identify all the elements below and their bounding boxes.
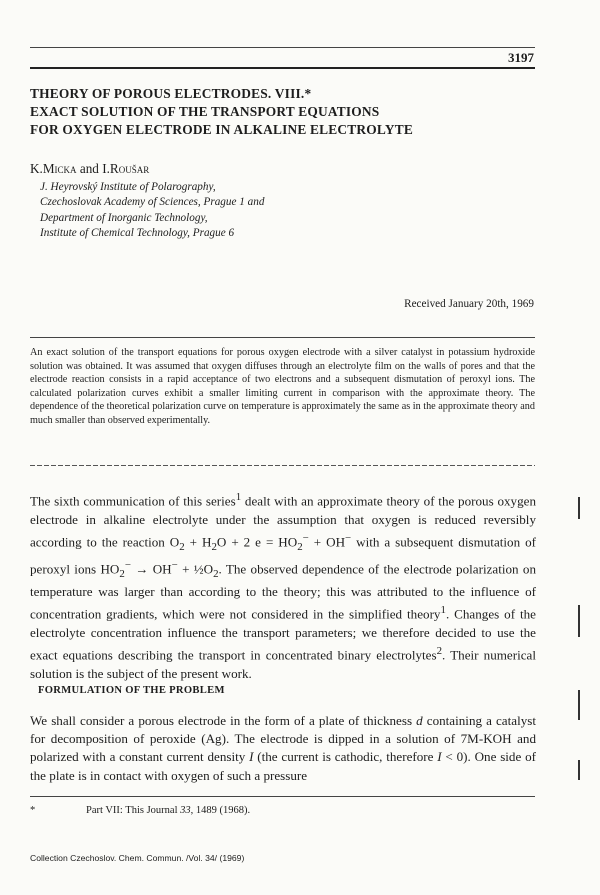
abstract-bottom-rule bbox=[30, 465, 535, 466]
scan-edge-mark bbox=[578, 760, 580, 780]
journal-footer: Collection Czechoslov. Chem. Commun. /Vol. 34/ (1969) bbox=[30, 853, 245, 863]
scan-edge-mark bbox=[578, 605, 580, 637]
intro-paragraph: The sixth communication of this series$^1$ dealt with an approximate theory of the porous oxygen electrode in alkaline electrolyte under the assumption that oxygen is reduced reversibly according to the reaction $O_2 + H_2O + 2$ $e = HO_2^- + OH^-$ with a subsequent dismutation of peroxyl ions $HO_2^- \to OH^-$ + $\frac{1}{2}O_2$. The observed dependence of the electrode polarization on temperature was larger than according to the theory; this was attributed to the influence of concentration gradients, which were not considered in the simplified theory$^1$. Changes of the electrolyte concentration influence the transport parameters; we therefore decided to use the exact equations describing the transport in concentrated binary electrolytes$^2$. Their numerical solution is the subject of the present work. bbox=[30, 491, 537, 681]
footnote-rule bbox=[30, 796, 535, 797]
scan-edge-mark bbox=[578, 690, 580, 720]
title-line-2: EXACT SOLUTION OF THE TRANSPORT EQUATIONS bbox=[30, 104, 380, 119]
formulation-paragraph: We shall consider a porous electrode in the form of a plate of thickness d containing a catalyst for decomposition of peroxide (Ag). The electrode is dipped in a solution of 7M-KOH and polarized with a constant current density I (the current is cathodic, therefore I < 0). One side of the plate is in contact with oxygen of such a pressure bbox=[30, 713, 536, 783]
page-number: 3197 bbox=[508, 50, 534, 65]
section-heading: FORMULATION OF THE PROBLEM bbox=[38, 685, 225, 696]
authors: K.Micka and I.Roušar bbox=[30, 161, 150, 176]
abstract-top-rule bbox=[30, 337, 535, 338]
affiliation: J. Heyrovský Institute of Polarography, Czechoslovak Academy of Sciences, Prague 1 and Department of Inorganic Technology, Institute of Chemical Technology, Prague 6 bbox=[40, 181, 265, 240]
header-rule bbox=[30, 47, 535, 48]
received-date: Received January 20th, 1969 bbox=[404, 298, 534, 310]
footnote: * Part VII: This Journal 33, 1489 (1968). bbox=[30, 805, 251, 816]
abstract: An exact solution of the transport equations for porous oxygen electrode with a silver catalyst in potassium hydroxide solution was obtained. It was assumed that oxygen diffuses through an electrolyte film on the walls of pores and that the electrode reaction consists in a rapid acceptance of two electrons and a subsequent dismutation of peroxyl ions. The calculated polarization curves exhibit a smaller limiting current in comparison with the approximate theory. The dependence of the theoretical polarization curve on temperature is approximately the same as in the approximate theory and much smaller than observed experimentally. bbox=[30, 347, 535, 426]
header-thick-rule bbox=[30, 67, 535, 69]
title-line-1: THEORY OF POROUS ELECTRODES. VIII.* bbox=[30, 86, 312, 101]
title-line-3: FOR OXYGEN ELECTRODE IN ALKALINE ELECTROLYTE bbox=[30, 122, 413, 137]
scan-edge-mark bbox=[578, 497, 580, 519]
